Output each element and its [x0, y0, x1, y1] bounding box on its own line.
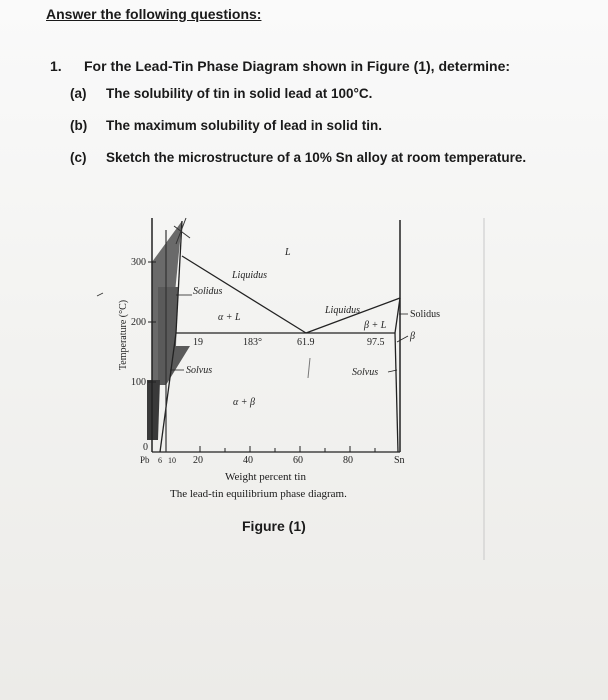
page-heading: Answer the following questions: [46, 6, 262, 22]
x-tick-label-80: 80 [343, 455, 353, 466]
figure-caption: The lead-tin equilibrium phase diagram. [170, 488, 347, 500]
part-c-label: (c) [70, 150, 87, 165]
x-axis-label: Weight percent tin [225, 471, 306, 483]
handwritten-6: 6 [158, 456, 162, 465]
alpha-plus-beta-label: α + β [233, 397, 255, 408]
liquidus-label-right: Liquidus [325, 305, 361, 316]
y-tick-label-0: 0 [143, 442, 148, 453]
beta-max-solubility-label: 97.5 [367, 337, 385, 348]
x-tick-label-60: 60 [293, 455, 303, 466]
solidus-label-right: Solidus [410, 309, 441, 320]
solidus-label-left: Solidus [193, 286, 223, 297]
alpha-max-solubility-label: 19 [193, 337, 203, 348]
part-a-text: The solubility of tin in solid lead at 100°C. [106, 86, 373, 101]
y-tick-label-100: 100 [131, 377, 146, 388]
figure-label: Figure (1) [242, 518, 306, 534]
solvus-line-right [395, 333, 398, 452]
x-tick-label-40: 40 [243, 455, 253, 466]
region-label-liquid: L [285, 247, 291, 258]
handwritten-10: 10 [168, 456, 176, 465]
stray-mark [97, 293, 103, 296]
x-label-pb: Pb [140, 455, 150, 465]
y-tick-label-200: 200 [131, 317, 146, 328]
alpha-plus-liquid-label: α + L [218, 312, 241, 323]
eutectic-temperature-label: 183° [243, 337, 262, 348]
y-tick-label-300: 300 [131, 257, 146, 268]
beta-plus-liquid-label: β + L [364, 320, 387, 331]
part-a-label: (a) [70, 86, 87, 101]
solvus-label-right: Solvus [352, 367, 379, 378]
beta-leader [397, 336, 408, 342]
x-tick-label-20: 20 [193, 455, 203, 466]
question-number: 1. [50, 58, 62, 74]
solvus-label-left: Solvus [186, 365, 213, 376]
handwritten-tick [308, 358, 310, 378]
part-c-text: Sketch the microstructure of a 10% Sn alloy at room temperature. [106, 150, 527, 165]
question-text: For the Lead-Tin Phase Diagram shown in Figure (1), determine: [84, 58, 511, 74]
x-label-sn: Sn [394, 455, 405, 466]
y-axis-label: Temperature (°C) [118, 299, 129, 371]
alpha-low-temp-shading [147, 380, 160, 440]
part-b-text: The maximum solubility of lead in solid tin. [106, 118, 383, 133]
part-b-label: (b) [70, 118, 88, 133]
liquidus-label-left: Liquidus [232, 270, 268, 281]
beta-label: β [410, 331, 415, 342]
eutectic-composition-label: 61.9 [297, 337, 315, 348]
